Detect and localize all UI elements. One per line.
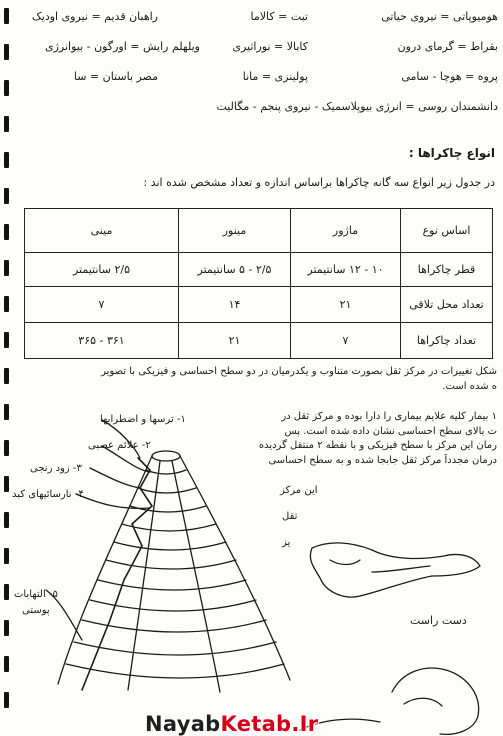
- equivalence-text: راهبان قدیم = نیروی اودیک: [31, 10, 158, 23]
- cone-ring: [106, 560, 236, 569]
- watermark-logo: [145, 712, 318, 736]
- cone-ring: [114, 542, 226, 550]
- table-cell: ۲/۵ سانتیمتر: [25, 253, 179, 287]
- hand-sketch: [372, 566, 430, 572]
- table-header: مینور: [179, 209, 291, 253]
- text-fragment: تقل: [282, 511, 298, 522]
- table-cell: تعداد چاکراها: [401, 323, 493, 359]
- text-line: درمان مجدداً مرکز ثقل جابجا شده و به سطح احساسی: [268, 454, 497, 466]
- text-line: ۱ بیمار کلیه علایم بیماری را دارا بوده و مرکز ثقل در: [281, 411, 497, 422]
- figure-label: ۵- التهابات: [14, 589, 58, 600]
- hand-label: دست راست: [410, 614, 467, 627]
- equivalence-text: پولینزی = مانا: [242, 70, 308, 83]
- hand-sketch: [330, 560, 360, 565]
- figure-label: پوستی: [22, 605, 50, 616]
- figure-label: ۱- ترسها و اضطرابها: [100, 414, 186, 425]
- cone-meridian: [172, 461, 220, 692]
- equivalence-text: دانشمندان روسی = انرژی بیوپلاسمیک - نیروی پنجم - مگالیت: [216, 100, 498, 113]
- table-cell: تعداد محل تلاقی: [401, 287, 493, 323]
- table-cell: ۱۰ - ۱۲ سانتیمتر: [291, 253, 401, 287]
- table-intro: در جدول زیر انواع سه گانه چاکراها براساس اندازه و تعداد مشخص شده اند :: [143, 176, 495, 189]
- equivalence-text: بقراط = گرمای درون: [397, 40, 498, 53]
- equivalence-text: کابالا = نوراثیری: [232, 40, 308, 53]
- table-header: ماژور: [291, 209, 401, 253]
- table-cell: ۷: [25, 287, 179, 323]
- text-line: شکل تغییرات در مرکز ثقل بصورت متناوب و یکدرمیان در دو سطح احساسی و فیزیکی با تصویر: [101, 366, 497, 377]
- leader-line: [76, 494, 150, 508]
- table-cell: ۲۱: [179, 323, 291, 359]
- watermark-part: Nayab: [145, 712, 221, 736]
- text-line: ت بالای سطح احساسی نشان داده شده است. پس: [284, 425, 497, 437]
- section-title: انواع چاکراها :: [408, 146, 495, 160]
- text-line: ه شده است.: [442, 381, 497, 392]
- text-fragment: یز: [282, 537, 291, 548]
- equivalence-text: تبت = کالاما: [250, 10, 308, 23]
- figure-label: ۳- زود رنجی: [30, 463, 82, 474]
- gravity-zigzag: [82, 458, 152, 690]
- table-cell: ۷: [291, 323, 401, 359]
- hand-sketch: [404, 698, 442, 706]
- table-cell: ۳۶۱ - ۳۶۵: [25, 323, 179, 359]
- equivalence-text: مصر باستان = سا: [73, 70, 158, 83]
- cone-ring: [138, 488, 196, 493]
- watermark-part: Ketab.Ir: [220, 712, 319, 736]
- table-cell: قطر چاکراها: [401, 253, 493, 287]
- equivalence-text: هومیوپاتی = نیروی حیاتی: [381, 10, 498, 23]
- cone-ring: [146, 470, 186, 474]
- figure-label: ۴- نارسائیهای کبد: [12, 489, 84, 500]
- cone-ring: [152, 451, 180, 461]
- cone-ring: [74, 642, 276, 655]
- leader-line: [90, 468, 140, 488]
- cone-ring: [122, 524, 216, 531]
- table-cell: ۲/۵ - ۵ سانتیمتر: [179, 253, 291, 287]
- equivalence-text: ویلهلم رایش = اورگون - بیوانرژی: [44, 40, 200, 53]
- text-line: رمان این مرکز با سطح فیزیکی و با نقطه ۲ منتقل گردیده: [258, 440, 497, 451]
- cone-ring: [66, 664, 284, 678]
- table-header: اساس نوع: [401, 209, 493, 253]
- table-cell: ۲۱: [291, 287, 401, 323]
- table-header: مینی: [25, 209, 179, 253]
- table-cell: ۱۴: [179, 287, 291, 323]
- equivalence-text: پروه = هوچا - سامی: [401, 70, 498, 83]
- text-fragment: این مرکز: [280, 485, 318, 496]
- figure-label: ۲- علائم عصبی: [88, 440, 151, 451]
